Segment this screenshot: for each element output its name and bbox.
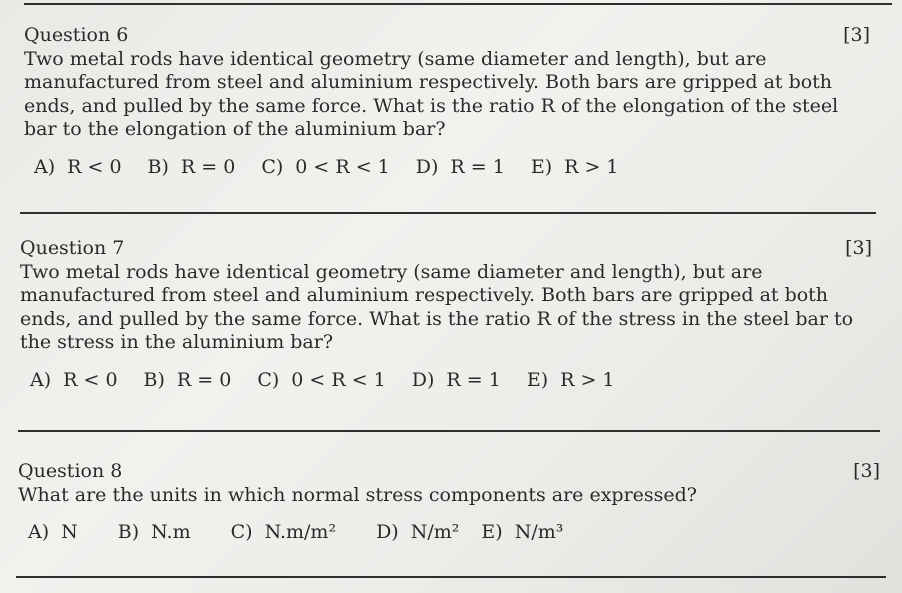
- option-a[interactable]: A) N: [28, 521, 78, 543]
- marks-badge: [3]: [853, 460, 880, 482]
- option-d[interactable]: D) R = 1: [415, 155, 505, 178]
- question-title: Question 8: [18, 460, 123, 482]
- question-header: [20, 237, 872, 261]
- marks-badge: [3]: [845, 237, 872, 259]
- question-stem: Two metal rods have identical geometry (same diameter and length), but are manufactured from steel and aluminium respectively. Both bars are gripped at both ends, and pulled by the same force. What is the ratio R of the elongation of the steel bar to the elongation of the aluminium bar?: [24, 47, 839, 140]
- question-title: Question 6: [24, 24, 129, 46]
- option-b[interactable]: B) R = 0: [143, 368, 232, 391]
- question-6: [24, 24, 870, 179]
- answer-options: [28, 521, 880, 545]
- top-rule: [24, 3, 892, 5]
- option-c[interactable]: C) N.m/m²: [230, 521, 337, 543]
- option-e[interactable]: E) R > 1: [530, 155, 619, 178]
- question-8: [18, 460, 880, 545]
- question-stem: What are the units in which normal stress components are expressed?: [18, 483, 697, 506]
- option-a[interactable]: A) R < 0: [34, 155, 122, 178]
- option-e[interactable]: E) N/m³: [481, 521, 564, 543]
- divider-1: [20, 212, 876, 214]
- option-d[interactable]: D) N/m²: [376, 521, 460, 543]
- marks-badge: [3]: [843, 24, 870, 46]
- option-d[interactable]: D) R = 1: [411, 368, 501, 391]
- option-e[interactable]: E) R > 1: [526, 368, 615, 391]
- answer-options: [30, 369, 872, 393]
- question-title: Question 7: [20, 237, 125, 259]
- option-c[interactable]: C) 0 < R < 1: [261, 155, 390, 178]
- question-header: [18, 460, 880, 484]
- question-7: [20, 237, 872, 392]
- question-header: [24, 24, 870, 48]
- option-c[interactable]: C) 0 < R < 1: [257, 368, 386, 391]
- divider-2: [18, 430, 880, 432]
- option-b[interactable]: B) R = 0: [147, 155, 236, 178]
- option-b[interactable]: B) N.m: [117, 521, 191, 543]
- option-a[interactable]: A) R < 0: [30, 368, 118, 391]
- answer-options: [34, 156, 870, 180]
- question-stem: Two metal rods have identical geometry (same diameter and length), but are manufactured from steel and aluminium respectively. Both bars are gripped at both ends, and pulled by the same force. What is the ratio R of the stress in the steel bar to the stress in the aluminium bar?: [20, 260, 854, 353]
- bottom-rule: [16, 576, 886, 578]
